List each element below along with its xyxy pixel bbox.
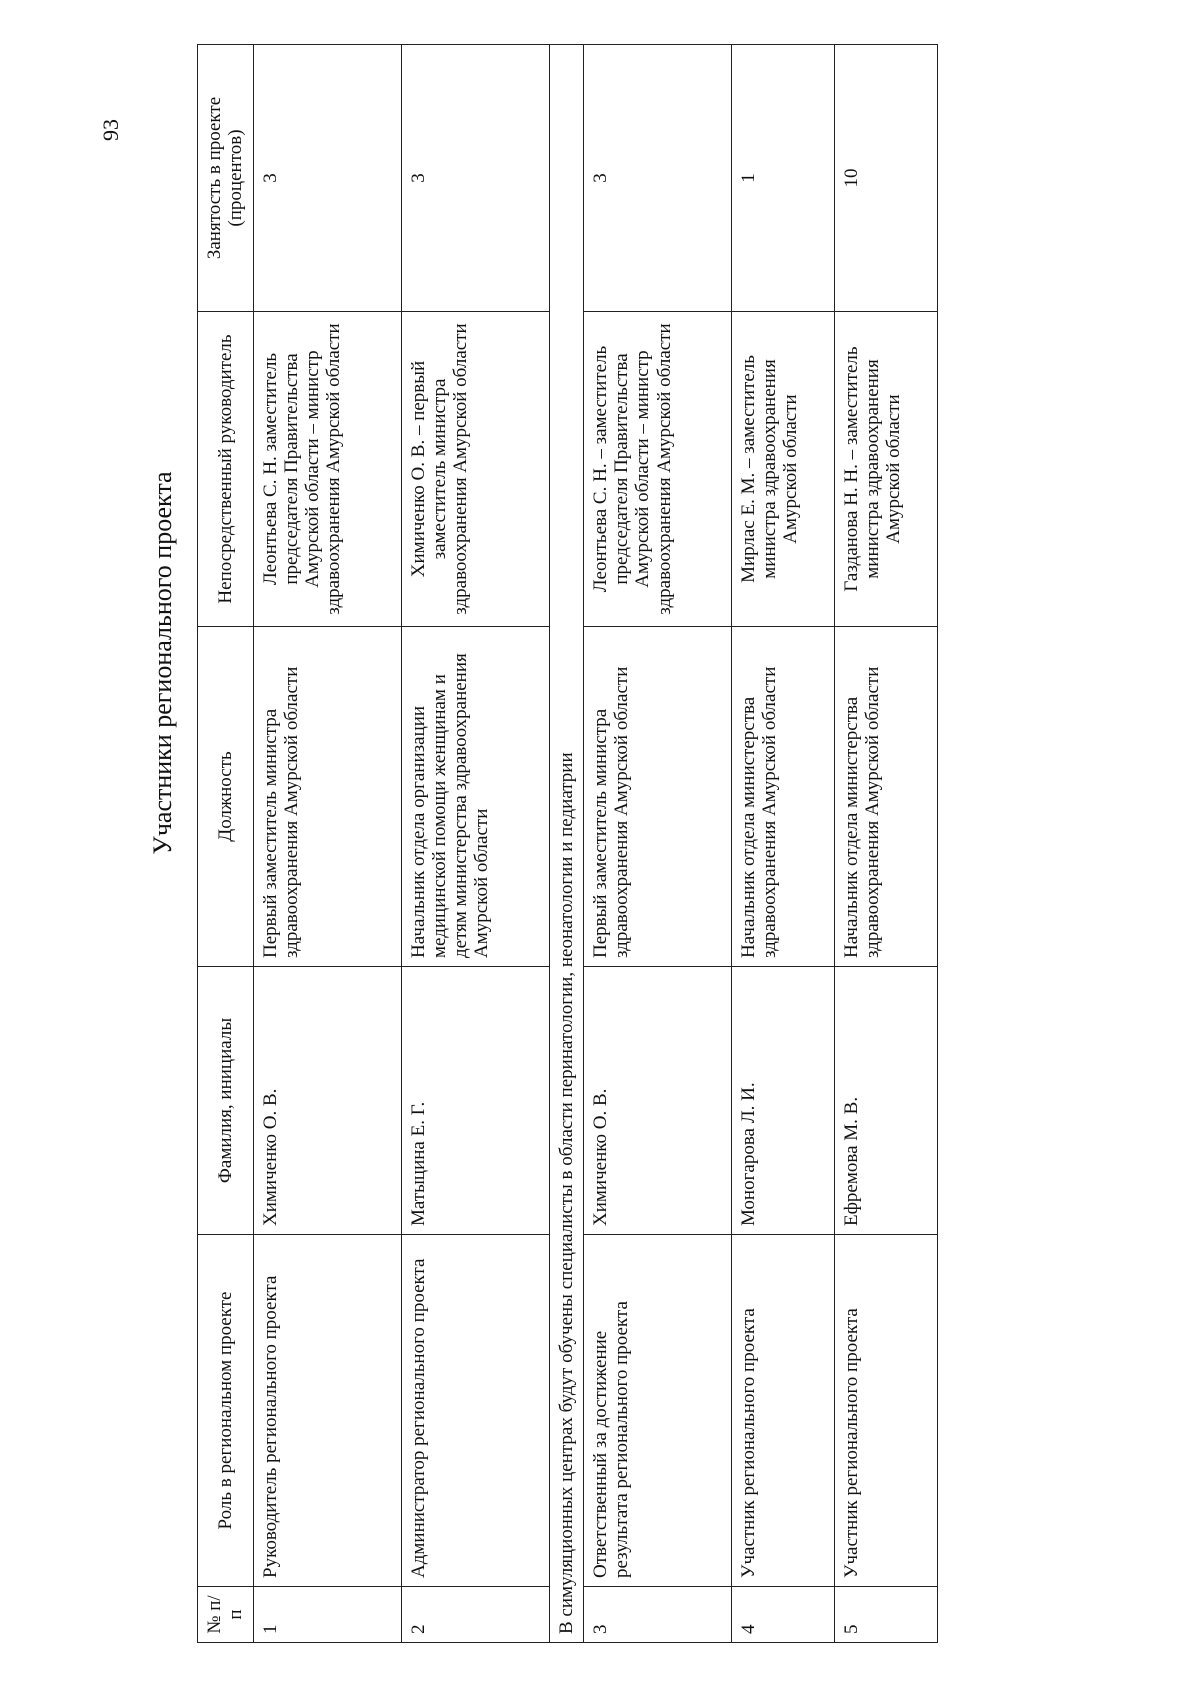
page-number: 93 (98, 119, 123, 141)
cell-employment: 3 (401, 45, 549, 312)
cell-employment: 10 (834, 45, 937, 312)
cell-supervisor: Химиченко О. В. – первый заместитель министра здравоохранения Амурской области (401, 312, 549, 627)
section-row (549, 45, 583, 1643)
header-position: Должность (198, 627, 254, 967)
cell-supervisor: Леонтьева С. Н. – заместитель председателя Правительства Амурской области – министр здравоохранения Амурской области (583, 312, 731, 627)
table-row (401, 45, 549, 1643)
cell-position: Начальник отдела министерства здравоохранения Амурской области (834, 627, 937, 967)
table-row (731, 45, 834, 1643)
cell-num: 3 (583, 1587, 731, 1643)
cell-role: Участник регионального проекта (731, 1235, 834, 1587)
cell-role: Ответственный за достижение результата регионального проекта (583, 1235, 731, 1587)
cell-position: Первый заместитель министра здравоохранения Амурской области (253, 627, 401, 967)
cell-employment: 3 (253, 45, 401, 312)
table-header-row (198, 45, 254, 1643)
header-employment: Занятость в проекте (процентов) (198, 45, 254, 312)
cell-num: 2 (401, 1587, 549, 1643)
cell-supervisor: Мирлас Е. М. – заместитель министра здравоохранения Амурской области (731, 312, 834, 627)
header-num: № п/п (198, 1587, 254, 1643)
cell-role: Руководитель регионального проекта (253, 1235, 401, 1587)
cell-name: Матыцина Е. Г. (401, 967, 549, 1235)
table-row (834, 45, 937, 1643)
section-label: В симуляционных центрах будут обучены специалисты в области перинатологии, неонатологии и педиатрии (549, 45, 583, 1643)
document-title: Участники регионального проекта (148, 471, 177, 855)
cell-num: 4 (731, 1587, 834, 1643)
header-name: Фамилия, инициалы (198, 967, 254, 1235)
cell-supervisor: Газданова Н. Н. – заместитель министра здравоохранения Амурской области (834, 312, 937, 627)
cell-name: Ефремова М. В. (834, 967, 937, 1235)
cell-num: 5 (834, 1587, 937, 1643)
participants-table (197, 44, 938, 1643)
cell-num: 1 (253, 1587, 401, 1643)
cell-role: Администратор регионального проекта (401, 1235, 549, 1587)
cell-supervisor: Леонтьева С. Н. заместитель председателя Правительства Амурской области – министр здравоохранения Амурской области (253, 312, 401, 627)
cell-name: Химиченко О. В. (253, 967, 401, 1235)
cell-employment: 3 (583, 45, 731, 312)
cell-name: Химиченко О. В. (583, 967, 731, 1235)
cell-employment: 1 (731, 45, 834, 312)
table-row (253, 45, 401, 1643)
cell-position: Начальник отдела министерства здравоохранения Амурской области (731, 627, 834, 967)
table-row (583, 45, 731, 1643)
cell-position: Первый заместитель министра здравоохранения Амурской области (583, 627, 731, 967)
cell-name: Моногарова Л. И. (731, 967, 834, 1235)
cell-position: Начальник отдела организации медицинской помощи женщинам и детям министерства здравоохранения Амурской области (401, 627, 549, 967)
header-role: Роль в региональном проекте (198, 1235, 254, 1587)
cell-role: Участник регионального проекта (834, 1235, 937, 1587)
header-supervisor: Непосредственный руководитель (198, 312, 254, 627)
